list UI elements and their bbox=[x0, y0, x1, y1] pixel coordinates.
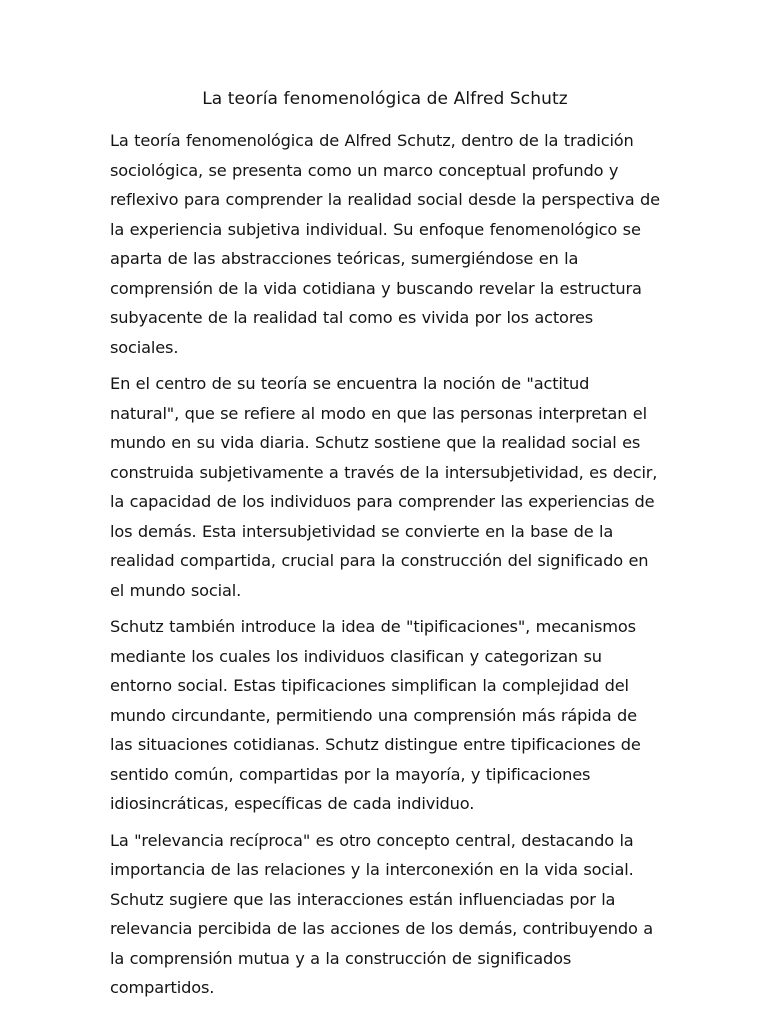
paragraph-intro: La teoría fenomenológica de Alfred Schutz, dentro de la tradición sociológica, se presenta como un marco conceptual profundo y reflexivo para comprender la realidad social desde la perspectiva de la experiencia subjetiva individual. Su enfoque fenomenológico se aparta de las abstracciones teóricas, sumergiéndose en la comprensión de la vida cotidiana y buscando revelar la estructura subyacente de la realidad tal como es vivida por los actores sociales. bbox=[110, 131, 660, 357]
paragraph-reciprocal-relevance: La "relevancia recíproca" es otro concepto central, destacando la importancia de las relaciones y la interconexión en la vida social. Schutz sugiere que las interacciones están influenciadas por la relevancia percibida de las acciones de los demás, contribuyendo a la comprensión mutua y a la construcción de significados compartidos. bbox=[110, 830, 654, 997]
paragraph-typifications: Schutz también introduce la idea de "tipificaciones", mecanismos mediante los cuales los individuos clasifican y categorizan su entorno social. Estas tipificaciones simplifican la complejidad del mundo circundante, permitiendo una comprensión más rápida de las situaciones cotidianas. Schutz distingue entre tipificaciones de sentido común, compartidas por la mayoría, y tipificaciones idiosincráticas, específicas de cada individuo. bbox=[110, 617, 641, 813]
paragraph-natural-attitude: En el centro de su teoría se encuentra la noción de "actitud natural", que se refiere al modo en que las personas interpretan el mundo en su vida diaria. Schutz sostiene que la realidad social es construida subjetivamente a través de la intersubjetividad, es decir, la capacidad de los individuos para comprender las experiencias de los demás. Esta intersubjetividad se convierte en la base de la realidad compartida, crucial para la construcción del significado en el mundo social. bbox=[110, 374, 658, 600]
document-title: La teoría fenomenológica de Alfred Schutz bbox=[202, 89, 568, 109]
